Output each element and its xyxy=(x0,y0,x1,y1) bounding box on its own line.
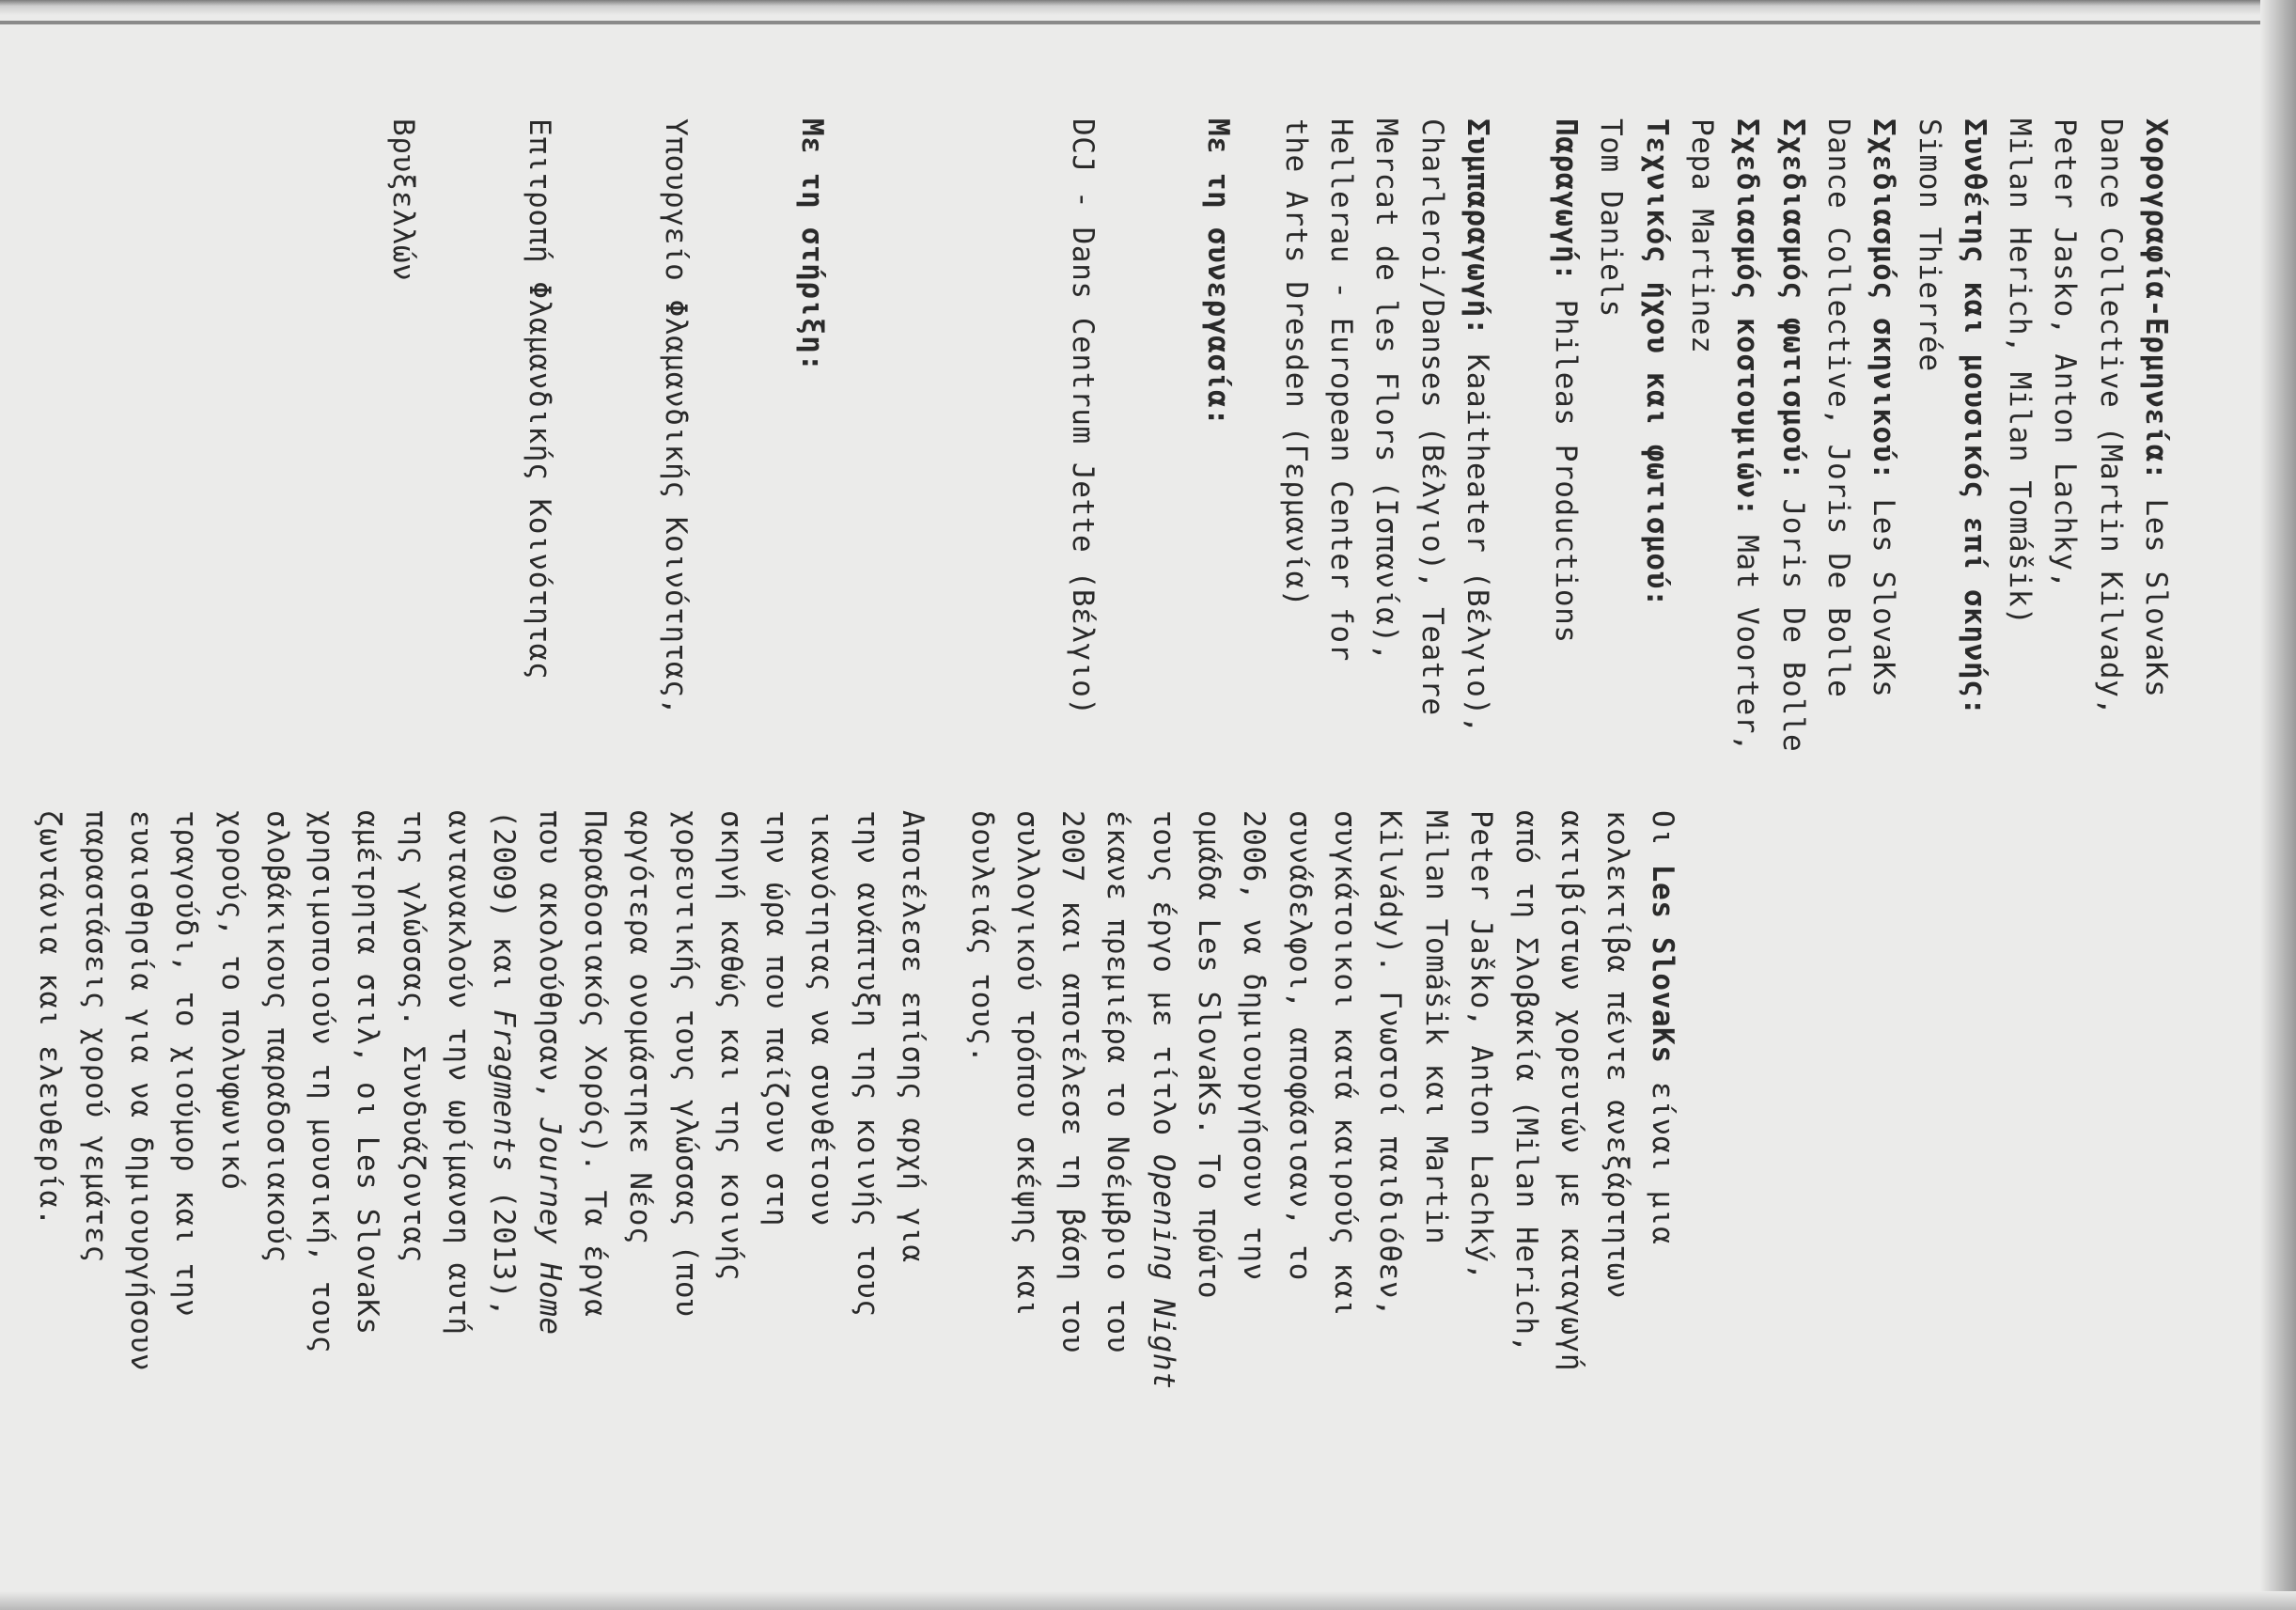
credit-value: Kaaitheater (Βέλγιο), xyxy=(1460,353,1494,734)
credit-value: Pepa Martinez xyxy=(1685,118,1720,354)
credit-label: Σχεδιασμός σκηνικού: xyxy=(1866,118,1901,481)
credit-line xyxy=(2042,118,2087,752)
credit-value: Mat Voorter, xyxy=(1730,535,1765,753)
credit-line xyxy=(1543,118,1588,752)
credit-value: Mercat de les Flors (Ισπανία), xyxy=(1369,118,1404,662)
paragraph-line xyxy=(844,810,889,1371)
credit-label: Τεχνικός ήχου και φωτισμού: xyxy=(1639,118,1674,608)
page-bottom-shadow xyxy=(0,1591,2296,1610)
text-run: ομάδα Les SlovaKs. Το πρώτο xyxy=(1192,810,1226,1300)
text-run: ακτιβίστων χορευτών με καταγωγή xyxy=(1554,810,1589,1372)
paragraph-line xyxy=(754,810,799,1371)
credit-value: the Arts Dresden (Γερμανία) xyxy=(1278,118,1313,608)
paragraph-line xyxy=(1231,810,1276,1389)
text-run: χορούς, το πολυφωνικό xyxy=(214,810,249,1191)
paragraph-line xyxy=(481,810,526,1371)
credit-line xyxy=(1906,118,1951,752)
credits-block xyxy=(1273,118,2179,752)
support-heading: Με τη στήριξη: xyxy=(795,118,830,372)
support-line: Επιτροπή Φλαμανδικής Κοινότητας xyxy=(523,118,557,680)
paragraph-line xyxy=(27,810,72,1371)
text-run: Παραδοσιακός Χορός). Τα έργα xyxy=(577,810,612,1318)
credit-line xyxy=(1455,118,1500,752)
paragraph-line xyxy=(1050,810,1095,1389)
bold-text: Les SlovaKs xyxy=(1646,864,1679,1064)
text-run: τραγούδι, το χιούμορ και την xyxy=(169,810,204,1318)
text-run: Αποτέλεσε επίσης αρχή για xyxy=(896,810,929,1263)
credit-line xyxy=(1952,118,1997,752)
credit-value: Hellerau - European Center for xyxy=(1323,118,1358,662)
text-run: χρησιμοποιούν τη μουσική, τους xyxy=(305,810,340,1353)
cooperation-heading: Με τη συνεργασία: xyxy=(1201,118,1236,427)
text-run: 2007 και αποτέλεσε τη βάση του xyxy=(1055,810,1090,1353)
credit-value: Les SlovaKs xyxy=(2139,498,2173,698)
page-top-edge xyxy=(0,0,2296,15)
paragraph-line xyxy=(663,810,708,1371)
paragraph-line xyxy=(1322,810,1367,1389)
text-run: από τη Σλοβακία (Milan Herich, xyxy=(1509,810,1544,1353)
credit-value: Charleroi/Danses (Βέλγιο), Teatre xyxy=(1414,118,1449,716)
text-run: συλλογικού τρόπου σκέψης και xyxy=(1009,810,1044,1318)
paragraph-line xyxy=(1276,810,1321,1389)
text-run: αργότερα ονομάστηκε Νέος xyxy=(623,810,658,1245)
text-run: Οι xyxy=(1646,810,1679,865)
credit-line xyxy=(1364,118,1409,752)
text-run: (2009) και xyxy=(487,810,522,1009)
paragraph-line xyxy=(300,810,345,1371)
italic-title: Opening Night xyxy=(1146,1154,1180,1390)
support-block xyxy=(336,118,1332,716)
credit-line xyxy=(1588,118,1633,752)
text-run: ζωντάνια και ελευθερία. xyxy=(33,810,68,1227)
credit-value: Dance Collective, Joris De Bolle xyxy=(1820,118,1855,698)
text-run: την ώρα που παίζουν στη xyxy=(759,810,794,1227)
text-run: σκηνή καθώς και της κοινής xyxy=(713,810,748,1281)
credit-label: Παραγωγή: xyxy=(1549,118,1584,282)
paragraph-line xyxy=(436,810,481,1371)
credit-line xyxy=(1816,118,1861,752)
credit-line xyxy=(1633,118,1679,752)
italic-title: Fragments xyxy=(487,1008,522,1173)
credit-label: Σχεδιασμός κοστουμιών: xyxy=(1730,118,1765,517)
text-run: τους έργο με τίτλο xyxy=(1146,810,1180,1155)
paragraph-line xyxy=(1459,810,1504,1389)
credit-line xyxy=(1861,118,1906,752)
credit-value: Simon Thierrée xyxy=(1912,118,1946,372)
paragraph-line xyxy=(164,810,209,1371)
paragraph-line xyxy=(617,810,663,1371)
text-run: Milan Tomášik και Martin xyxy=(1418,810,1453,1245)
paragraph-line xyxy=(709,810,754,1371)
italic-title: Journey Home xyxy=(532,1118,567,1336)
text-run: Kilvády). Γνωστοί παιδιόθεν, xyxy=(1373,810,1408,1318)
paragraph-line xyxy=(890,810,935,1371)
paragraph-line xyxy=(1594,810,1639,1389)
credit-line xyxy=(1679,118,1725,752)
credit-line xyxy=(2133,118,2179,752)
credit-label: Συμπαραγωγή: xyxy=(1460,118,1494,336)
credit-value: Tom Daniels xyxy=(1594,118,1629,318)
credit-label: Σχεδιασμός φωτισμού: xyxy=(1775,118,1810,481)
credit-value: Peter Jasko, Anton Lachky, xyxy=(2048,118,2083,589)
text-run: παραστάσεις χορού γεμάτες xyxy=(78,810,113,1263)
paragraph-line xyxy=(1549,810,1594,1389)
paragraph-line xyxy=(1367,810,1413,1389)
credit-value: Joris De Bolle xyxy=(1775,498,1810,753)
spacer xyxy=(1500,118,1543,752)
credit-line xyxy=(1725,118,1770,752)
credit-line xyxy=(1770,118,1815,752)
text-run: συγκάτοικοι κατά καιρούς και xyxy=(1327,810,1362,1318)
paragraph-line xyxy=(1413,810,1458,1389)
credit-line xyxy=(1409,118,1454,752)
text-run: συνάδελφοι, αποφάσισαν, το xyxy=(1282,810,1317,1281)
paragraph-line xyxy=(72,810,117,1371)
text-run: αμέτρητα στιλ, οι Les SlovaKs xyxy=(351,810,385,1336)
support-line: Υπουργείο Φλαμανδικής Κοινότητας, xyxy=(659,118,694,716)
paragraph-line xyxy=(255,810,300,1371)
cooperation-value: DCJ - Dans Centrum Jette (Βέλγιο) xyxy=(1065,118,1100,716)
text-run: ικανότητας να συνθέτουν xyxy=(804,810,839,1227)
text-run: (2013), xyxy=(487,1172,522,1318)
text-run: αντανακλούν την ωρίμανση αυτή xyxy=(442,810,476,1336)
paragraph-line xyxy=(959,810,1004,1389)
text-run: έκανε πρεμιέρα το Νοέμβριο του xyxy=(1101,810,1135,1353)
page-right-shadow xyxy=(2260,0,2296,1610)
paragraph-line xyxy=(118,810,164,1371)
text-run: χορευτικής τους γλώσσας (που xyxy=(668,810,703,1318)
text-run: που ακολούθησαν, xyxy=(532,810,567,1118)
credit-value: Dance Collective (Martin Kilvady, xyxy=(2093,118,2128,716)
text-run: κολεκτίβα πέντε ανεξάρτητων xyxy=(1600,810,1634,1300)
paragraph-line xyxy=(799,810,844,1371)
text-run: ευαισθησία για να δημιουργήσουν xyxy=(123,810,158,1372)
text-run: την ανάπτυξη της κοινής τους xyxy=(850,810,884,1318)
paragraph-line xyxy=(1504,810,1549,1389)
credit-value: Milan Herich, Milan Tomášik) xyxy=(2003,118,2038,626)
credit-value: Phileas Productions xyxy=(1549,299,1584,644)
support-line: Βρυξελλών xyxy=(386,118,421,282)
paragraph-line xyxy=(209,810,254,1371)
text-run: σλοβάκικους παραδοσιακούς xyxy=(259,810,294,1263)
paragraph-line xyxy=(526,810,571,1371)
paragraph-line xyxy=(345,810,390,1371)
paragraph-line xyxy=(572,810,617,1371)
page-top-rule xyxy=(0,21,2296,24)
credit-label: Χορογραφία-Ερμηνεία: xyxy=(2139,118,2173,481)
text-run: δουλειάς τους. xyxy=(964,810,999,1064)
paragraph-line xyxy=(390,810,435,1371)
spacer xyxy=(926,118,969,716)
paragraph-line xyxy=(1640,810,1685,1389)
credit-value: Les SlovaKs xyxy=(1866,498,1901,698)
about-paragraph xyxy=(959,810,1685,1389)
paragraph-line xyxy=(1005,810,1050,1389)
text-run: Peter Jaško, Anton Lachký, xyxy=(1463,810,1498,1281)
paragraph-line xyxy=(1095,810,1140,1389)
paragraph-line xyxy=(1140,810,1185,1389)
credit-line xyxy=(1997,118,2042,752)
paragraph-line xyxy=(1186,810,1231,1389)
credit-label: Συνθέτης και μουσικός επί σκηνής: xyxy=(1957,118,1991,716)
text-run: 2006, να δημιουργήσουν την xyxy=(1237,810,1272,1281)
text-run: είναι μια xyxy=(1646,1063,1679,1245)
text-run: της γλώσσας. Συνδυάζοντας xyxy=(396,810,430,1263)
credit-line xyxy=(2087,118,2132,752)
history-paragraph xyxy=(27,810,935,1371)
